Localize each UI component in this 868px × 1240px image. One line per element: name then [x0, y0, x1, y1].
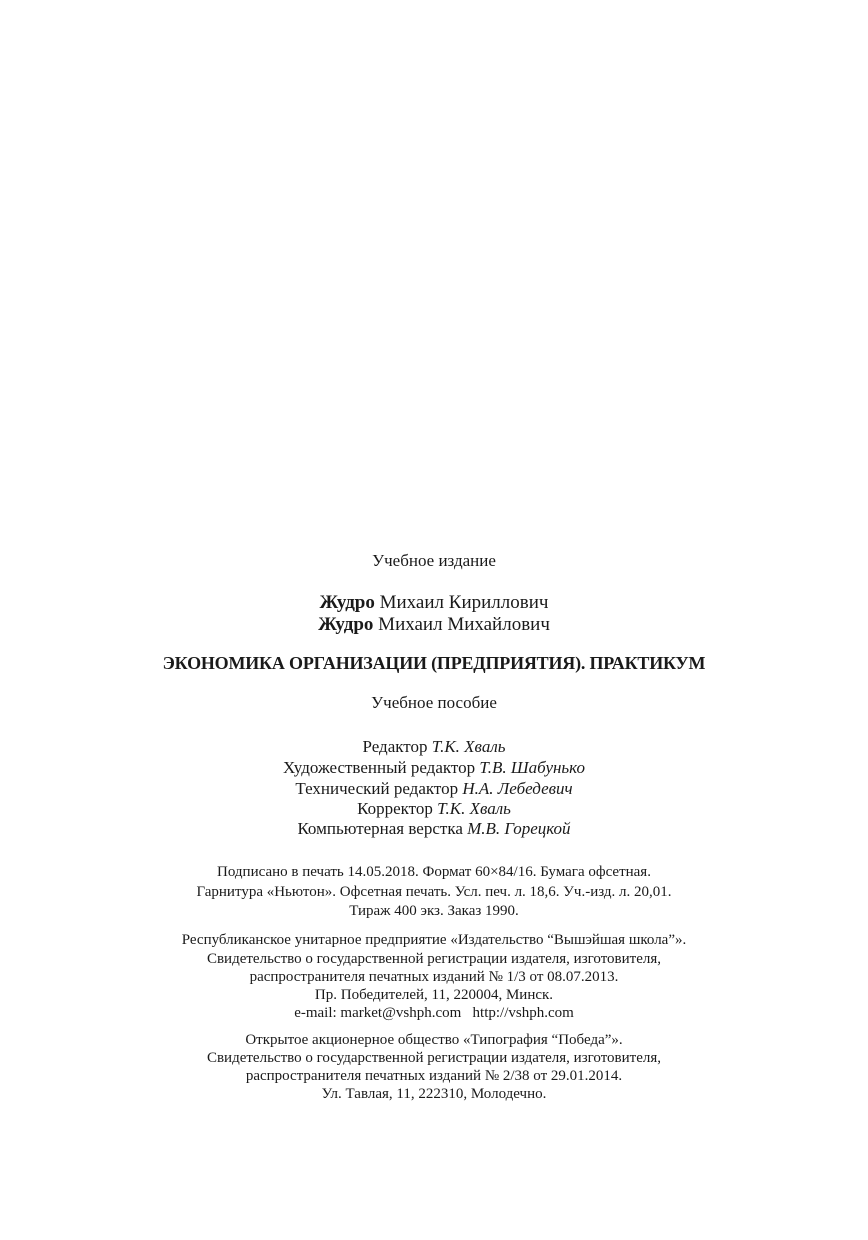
book-subtitle: Учебное пособие [371, 693, 497, 712]
staff-line [0, 819, 868, 839]
edition-type: Учебное издание [372, 551, 496, 570]
printer-line: Свидетельство о государственной регистрации издателя, изготовителя, [206, 1050, 662, 1066]
publisher-line: Пр. Победителей, 11, 220004, Минск. [314, 987, 554, 1003]
staff-line [0, 799, 868, 819]
staff-name: Т.К. Хваль [437, 799, 511, 818]
author-line [0, 592, 868, 614]
author-given-name: Михаил Михайлович [378, 614, 550, 635]
printer-line: Открытое акционерное общество «Типография “Победа”». [245, 1032, 623, 1048]
print-info-line: Подписано в печать 14.05.2018. Формат 60×84/16. Бумага офсетная. [217, 864, 651, 880]
author-line [0, 614, 868, 636]
staff-name: Н.А. Лебедевич [462, 779, 573, 798]
print-info-line: Гарнитура «Ньютон». Офсетная печать. Усл. печ. л. 18,6. Уч.-изд. л. 20,01. [196, 884, 672, 900]
staff-line [0, 758, 868, 778]
staff-role: Компьютерная верстка [297, 819, 463, 838]
publisher-line: распространителя печатных изданий № 1/3 от 08.07.2013. [249, 969, 619, 985]
author-given-name: Михаил Кириллович [379, 592, 549, 613]
publisher-line: Свидетельство о государственной регистрации издателя, изготовителя, [206, 951, 662, 967]
staff-role: Технический редактор [295, 779, 459, 798]
staff-role: Редактор [362, 737, 428, 756]
print-info-line: Тираж 400 экз. Заказ 1990. [349, 903, 519, 919]
publisher-line: Республиканское унитарное предприятие «Издательство “Вышэйшая школа”». [181, 932, 687, 948]
staff-name: Т.В. Шабунько [479, 758, 585, 777]
printer-line: распространителя печатных изданий № 2/38 от 29.01.2014. [245, 1068, 623, 1084]
staff-role: Корректор [357, 799, 433, 818]
printer-line: Ул. Тавлая, 11, 222310, Молодечно. [321, 1086, 547, 1102]
publisher-contacts: e-mail: market@vshph.com http://vshph.com [294, 1005, 574, 1021]
author-surname: Жудро [319, 592, 375, 613]
staff-name: М.В. Горецкой [467, 819, 571, 838]
author-surname: Жудро [318, 614, 374, 635]
staff-role: Художественный редактор [283, 758, 476, 777]
staff-line [0, 779, 868, 799]
staff-line [0, 737, 868, 757]
book-title: ЭКОНОМИКА ОРГАНИЗАЦИИ (ПРЕДПРИЯТИЯ). ПРАКТИКУМ [162, 653, 706, 673]
staff-name: Т.К. Хваль [431, 737, 506, 756]
